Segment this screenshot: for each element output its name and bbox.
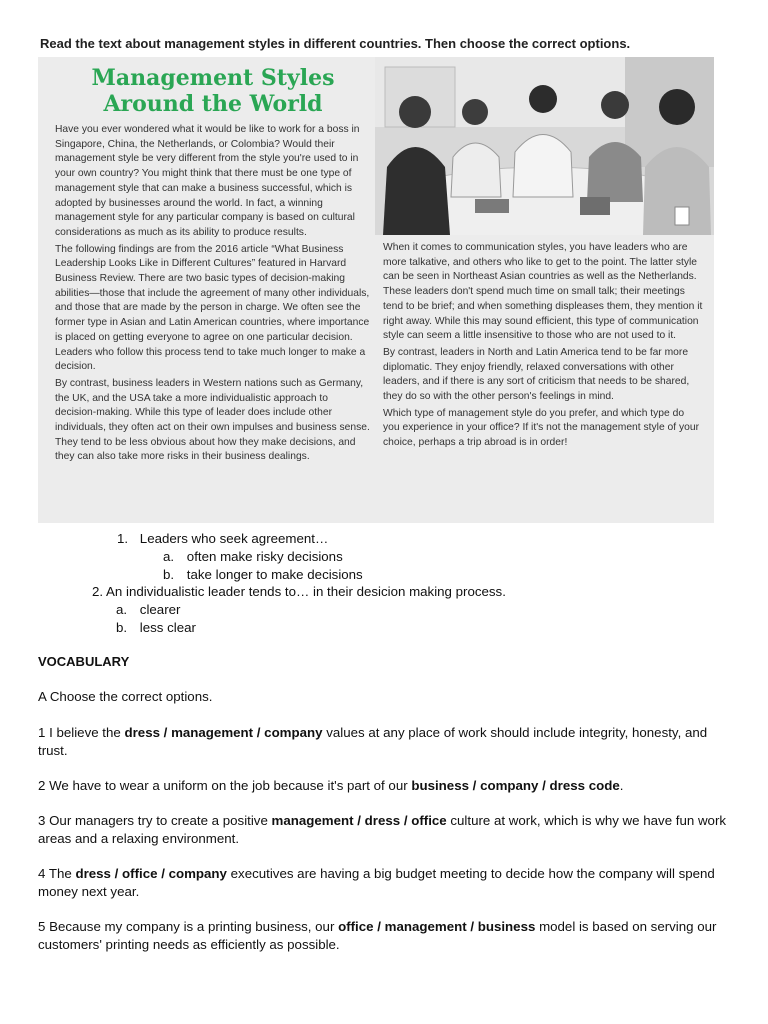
question-1 (117, 530, 328, 548)
article-paragraph: The following findings are from the 2016 article “What Business Leadership Looks Like in Different Cultures” featured in Harvard Business Review. There are two basic types of decision-making abilities—those that include the agreement of many other individuals, and those that are made by the person in charge. We often see the former type in Asian and Latin American countries, where importance is placed on getting everyone to agree on one particular decision. Leaders who follow this process tend to take much longer to make a decision. (55, 243, 370, 373)
reading-instruction: Read the text about management styles in different countries. Then choose the correct options. (40, 36, 631, 51)
item-text: . (619, 778, 624, 793)
question-2: 2. An individualistic leader tends to… in their desicion making process. (92, 584, 506, 599)
vocabulary-item (38, 724, 733, 760)
option-letter: a. (116, 602, 128, 617)
article-right-column (383, 241, 703, 453)
article-paragraph: By contrast, business leaders in Western nations such as Germany, the UK, and the USA take a more individualistic approach to decision-making. While this type of leader does include other individuals, they often act on their own impulses and business sense. They tend to be less obvious about how they make decisions, and they can also take more risks in their business dealings. (55, 377, 370, 463)
vocabulary-instruction: A Choose the correct options. (38, 689, 213, 704)
article-paragraph: Which type of management style do you prefer, and which type do you experience in your office? If it's not the management style of your choice, perhaps a trip abroad is in order! (383, 407, 700, 449)
item-options[interactable]: business / company / dress code (411, 778, 620, 793)
item-text: 4 The (38, 866, 76, 881)
article-paragraph: Have you ever wondered what it would be like to work for a boss in Singapore, China, the Netherlands, or Colombia? Would their management style be very different from the style you're used to in your own country? You might think that there must be one type of management style that can make a business successful, which is adopted by businesses around the world. In fact, a winning management style for any particular company is based on cultural considerations as much as its ability to produce results. (55, 124, 360, 238)
vocabulary-item (38, 865, 733, 901)
article-panel (38, 57, 714, 523)
article-title: Management Styles Around the World (91, 65, 335, 117)
option-text: take longer to make decisions (186, 567, 363, 582)
vocabulary-item (38, 777, 733, 795)
article-paragraph: By contrast, leaders in North and Latin America tend to be far more diplomatic. They enjoy friendly, relaxed conversations with other leaders, and if there is any sort of criticism that needs to be shared, they do so with the other person's feelings in mind. (383, 346, 690, 403)
item-text: executives are having a big budget meeting to decide how the company will spend money next year. (38, 866, 715, 899)
vocabulary-item (38, 918, 733, 954)
article-left-column (55, 65, 371, 467)
item-text: values at any place of work should include integrity, honesty, and trust. (38, 725, 708, 758)
question-number: 1. (117, 531, 129, 546)
vocabulary-heading: VOCABULARY (38, 654, 130, 669)
item-text: 5 Because my company is a printing business, our (38, 919, 339, 934)
question-text: Leaders who seek agreement… (139, 531, 329, 546)
meeting-photo-illustration (375, 57, 714, 235)
vocabulary-item (38, 812, 733, 848)
item-options[interactable]: management / dress / office (271, 813, 447, 828)
option-b[interactable] (163, 566, 363, 584)
option-text: less clear (139, 620, 196, 635)
option-b[interactable] (116, 619, 196, 637)
item-options[interactable]: office / management / business (338, 919, 536, 934)
option-text: clearer (139, 602, 181, 617)
article-paragraph: When it comes to communication styles, you have leaders who are more talkative, and others who like to get to the point. The latter style can be seen in Northeast Asian countries as well as the Netherlands. These leaders don't spend much time on small talk; their meetings tend to be brief; and when something displeases them, they mention it right away. While this may sound efficient, this type of communication style can seem a little insensitive to those who are not used to it. (383, 242, 703, 342)
option-text: often make risky decisions (186, 549, 343, 564)
meeting-photo (375, 57, 714, 235)
option-letter: b. (163, 567, 175, 582)
option-a[interactable] (163, 548, 343, 566)
option-letter: b. (116, 620, 128, 635)
option-letter: a. (163, 549, 175, 564)
option-a[interactable] (116, 601, 180, 619)
item-text: culture at work, which is why we have fun work areas and a relaxing environment. (38, 813, 727, 846)
item-options[interactable]: dress / management / company (124, 725, 323, 740)
item-options[interactable]: dress / office / company (75, 866, 227, 881)
item-text: 1 I believe the (38, 725, 125, 740)
item-text: 2 We have to wear a uniform on the job because it's part of our (38, 778, 412, 793)
item-text: model is based on serving our customers' printing needs as efficiently as possible. (38, 919, 717, 952)
item-text: 3 Our managers try to create a positive (38, 813, 272, 828)
